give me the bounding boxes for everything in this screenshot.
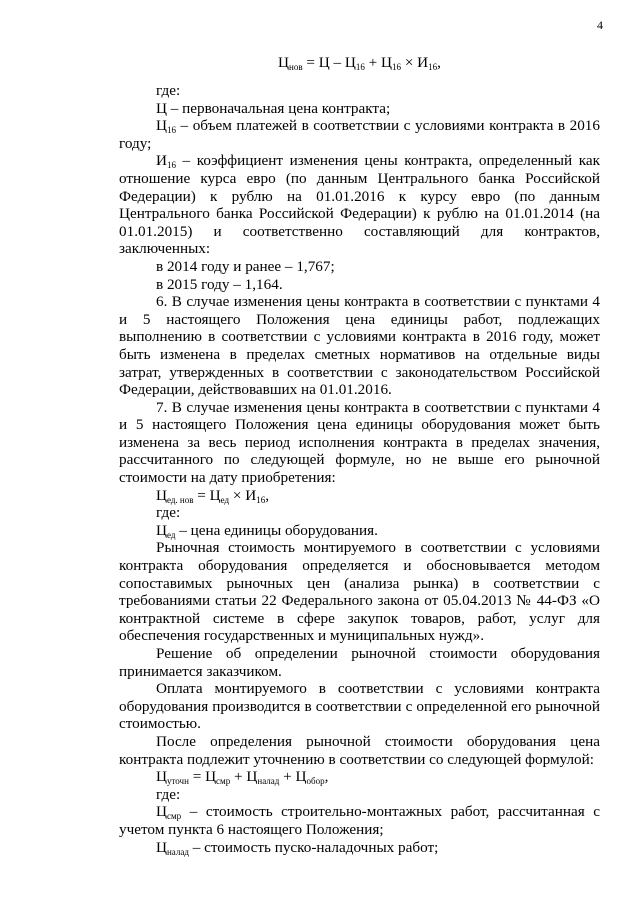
paragraph-after-valuation: После определения рыночной стоимости оборудования цена контракта подлежит уточнению в соответствии со следующей формулой: bbox=[119, 732, 600, 768]
paragraph-6: 6. В случае изменения цены контракта в соответствии с пунктами 4 и 5 настоящего Положения цена единицы работ, подлежащих выполнению в соответствии с условиями контракта в 2016 году, может быть изменена в пределах сметных нормативов на отдельные виды затрат, утвержденных в соответствии с законодательством Российской Федерации, действовавших на 01.01.2016. bbox=[119, 293, 600, 399]
definition-payments-2016: $Ц_{16}$ – объем платежей в соответствии с условиями контракта в 2016 году; bbox=[119, 117, 600, 152]
where-label-1: где: bbox=[156, 82, 181, 99]
formula-new-price: $Ц_{нов} = Ц - Ц_{16} + Ц_{16} \times И_{16}$, bbox=[278, 54, 441, 72]
page-number: 4 bbox=[597, 18, 603, 32]
document-body bbox=[119, 54, 600, 856]
rate-2014: в 2014 году и ранее – 1,767; bbox=[156, 257, 335, 275]
definition-initial-price: Ц – первоначальная цена контракта; bbox=[156, 99, 391, 117]
paragraph-payment: Оплата монтируемого в соответствии с условиями контракта оборудования производится в соответствии с определенной его рыночной стоимостью. bbox=[119, 680, 600, 733]
definition-commissioning-cost: $Ц_{налад}$ – стоимость пуско-наладочных работ; bbox=[156, 838, 439, 857]
paragraph-decision: Решение об определении рыночной стоимости оборудования принимается заказчиком. bbox=[119, 645, 600, 680]
definition-coefficient: $И_{16}$ – коэффициент изменения цены контракта, определенный как отношение курса евро (по данным Центрального банка Российской Федерации) к рублю на 01.01.2016 к курсу евро (по данным Центрального банка Российской Федерации) к рублю на 01.01.2014 (на 01.01.2015) и соответственно составляющий для контрактов, заключенных: bbox=[119, 152, 600, 258]
paragraph-market-value: Рыночная стоимость монтируемого в соответствии с условиями контракта оборудования определяется и обосновывается методом сопоставимых рыночных цен (анализа рынка) в соответствии с требованиями статьи 22 Федерального закона от 05.04.2013 № 44-ФЗ «О контрактной системе в сфере закупок товаров, работ, услуг для обеспечения государственных и муниципальных нужд». bbox=[119, 539, 600, 645]
formula-unit-price: $Ц_{ед. нов} = Ц_{ед} \times И_{16}$, bbox=[156, 486, 270, 505]
paragraph-7: 7. В случае изменения цены контракта в соответствии с пунктами 4 и 5 настоящего Положения цена единицы оборудования может быть изменена за весь период исполнения контракта в пределах значения, рассчитанного по следующей формуле, но не выше его рыночной стоимости на дату приобретения: bbox=[119, 398, 600, 487]
where-label-3: где: bbox=[156, 785, 181, 803]
formula-refined-price: $Ц_{уточн} = Ц_{смр} + Ц_{налад} + Ц_{обор}$, bbox=[156, 768, 329, 787]
where-label-2: где: bbox=[156, 504, 181, 522]
definition-unit-price: $Ц_{ед}$ – цена единицы оборудования. bbox=[156, 521, 378, 540]
rate-2015: в 2015 году – 1,164. bbox=[156, 275, 283, 293]
definition-construction-cost: $Ц_{смр}$ – стоимость строительно-монтажных работ, рассчитанная с учетом пункта 6 настоящего Положения; bbox=[119, 803, 600, 838]
